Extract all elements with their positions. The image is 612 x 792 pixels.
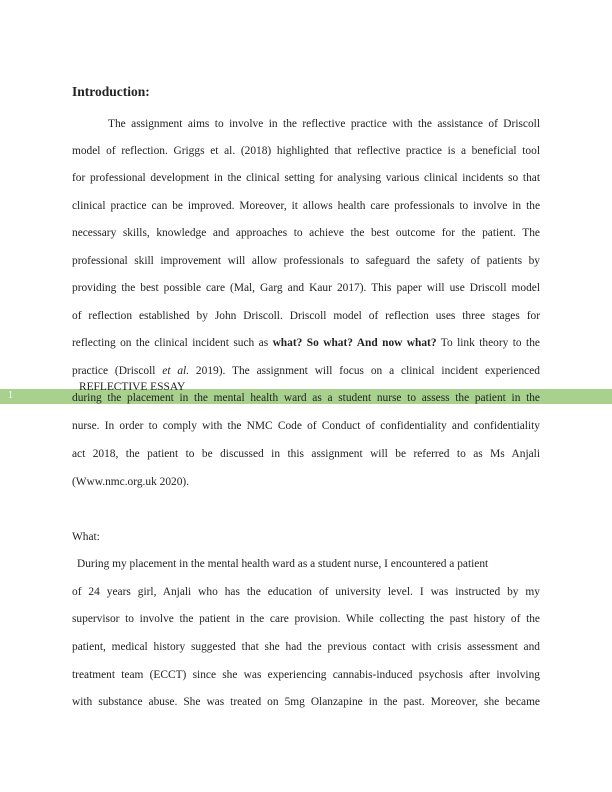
paragraph-line: model of reflection. Griggs et al. (2018) highlighted that reflective practice is a beneficial tool: [72, 145, 540, 157]
paragraph-line: during the placement in the mental health ward as a student nurse to assess the patient in the: [72, 392, 540, 404]
paragraph-line: [72, 364, 540, 378]
section-heading-introduction: Introduction:: [72, 84, 150, 99]
paragraph-line: of 24 years girl, Anjali who has the education of university level. I was instructed by my: [72, 586, 540, 598]
text-run: practice (Driscoll: [72, 365, 163, 377]
page-number: 1: [8, 390, 13, 401]
paragraph-line: nurse. In order to comply with the NMC Code of Conduct of confidentiality and confidentiality: [72, 420, 540, 432]
running-header-title: REFLECTIVE ESSAY: [79, 381, 186, 393]
paragraph-line: for professional development in the clinical setting for analysing various clinical incidents so that: [72, 172, 540, 184]
section-heading-what: What:: [72, 531, 100, 543]
italic-text-run: et al.: [162, 365, 190, 377]
paragraph-line: The assignment aims to involve in the reflective practice with the assistance of Driscoll: [108, 118, 540, 130]
paragraph-line: (Www.nmc.org.uk 2020).: [72, 476, 190, 488]
text-run: reflecting on the clinical incident such as: [72, 337, 273, 349]
paragraph-line: supervisor to involve the patient in the care provision. While collecting the past history of the: [72, 613, 540, 625]
paragraph-line: patient, medical history suggested that she had the previous contact with crisis assessment and: [72, 641, 540, 653]
paragraph-line: treatment team (ECCT) since she was experiencing cannabis-induced psychosis after involving: [72, 669, 540, 681]
text-run: To link theory to the: [436, 337, 540, 349]
bold-text-run: what? So what? And now what?: [272, 337, 437, 349]
paragraph-line: of reflection established by John Driscoll. Driscoll model of reflection uses three stages for: [72, 310, 540, 322]
paragraph-line: clinical practice can be improved. Moreover, it allows health care professionals to involve in the: [72, 200, 540, 212]
paragraph-line: professional skill improvement will allow professionals to safeguard the safety of patients by: [72, 255, 540, 267]
paragraph-line: necessary skills, knowledge and approaches to achieve the best outcome for the patient. The: [72, 227, 540, 239]
paragraph-line: providing the best possible care (Mal, Garg and Kaur 2017). This paper will use Driscoll model: [72, 282, 540, 294]
paragraph-line: act 2018, the patient to be discussed in this assignment will be referred to as Ms Anjali: [72, 448, 540, 460]
text-run: 2019). The assignment will focus on a clinical incident experienced: [189, 365, 540, 377]
paragraph-line: with substance abuse. She was treated on 5mg Olanzapine in the past. Moreover, she became: [72, 696, 540, 708]
paragraph-line: [72, 336, 540, 350]
paragraph-line: During my placement in the mental health ward as a student nurse, I encountered a patient: [77, 558, 489, 570]
